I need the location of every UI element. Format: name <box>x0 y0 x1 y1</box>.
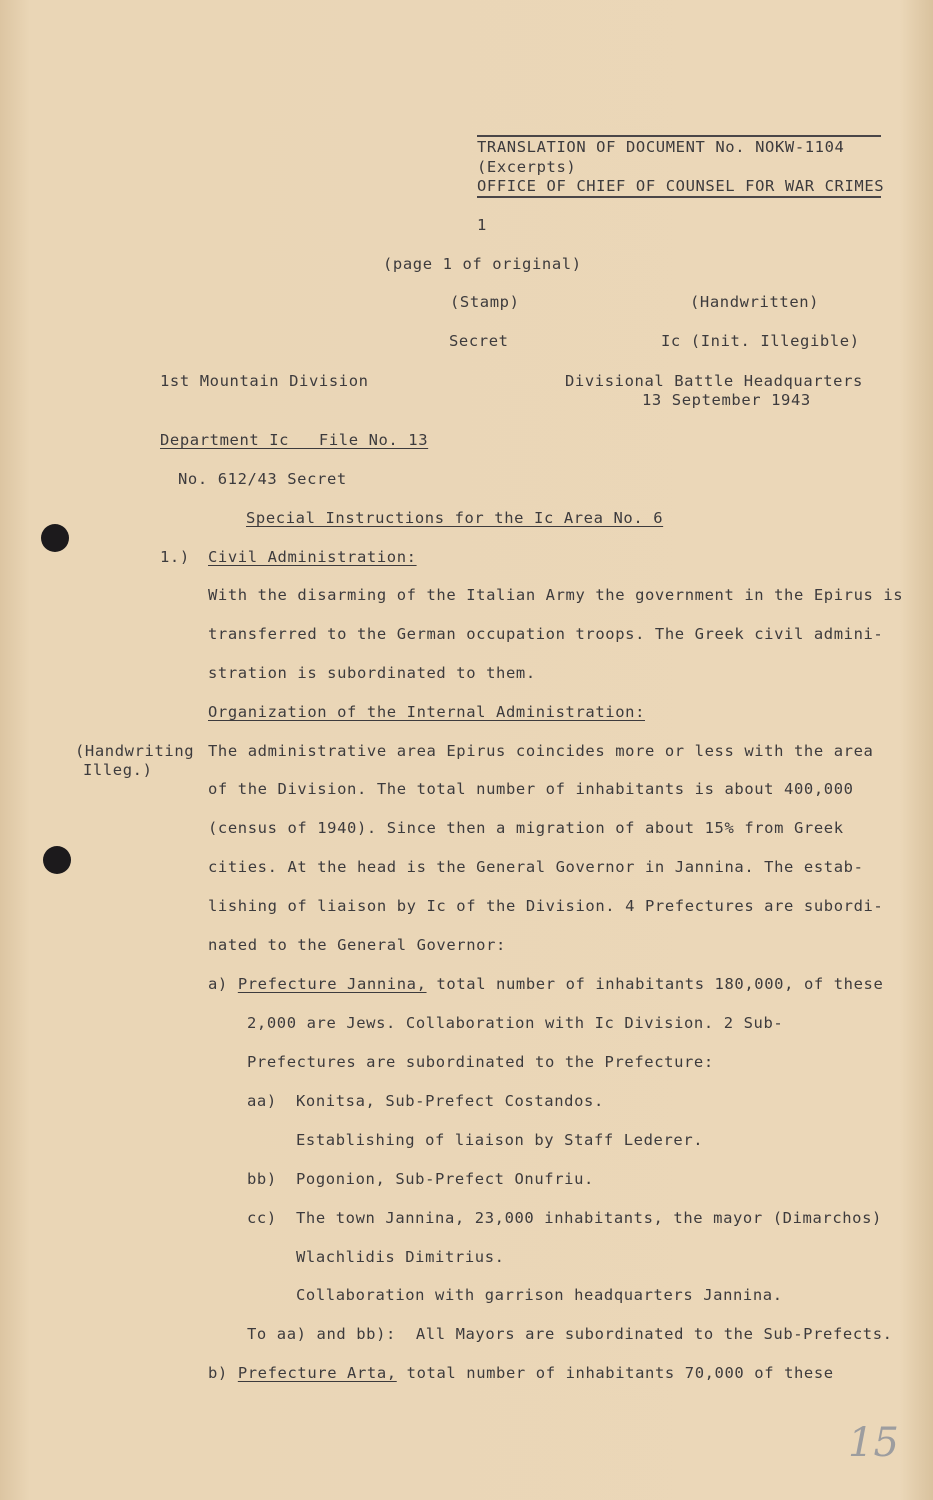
item-cc-label: cc) <box>247 1209 277 1227</box>
paragraph-1-line: transferred to the German occupation troops. The Greek civil admini- <box>208 625 884 643</box>
header-line-3: OFFICE OF CHIEF OF COUNSEL FOR WAR CRIMES <box>477 177 885 195</box>
section-number: 1.) <box>160 548 190 566</box>
item-aa-label: aa) <box>247 1092 277 1110</box>
stamp-text: Secret <box>449 332 509 350</box>
header-line-1: TRANSLATION OF DOCUMENT No. NOKW-1104 <box>477 138 845 156</box>
item-a-line: 2,000 are Jews. Collaboration with Ic Division. 2 Sub- <box>247 1014 784 1032</box>
paragraph-2-line: lishing of liaison by Ic of the Division. 4 Prefectures are subordi- <box>208 897 884 915</box>
item-bb-line: Pogonion, Sub-Prefect Onufriu. <box>296 1170 594 1188</box>
punch-hole-icon <box>41 524 69 552</box>
paragraph-1-line: With the disarming of the Italian Army the government in the Epirus is <box>208 586 904 604</box>
header-line-2: (Excerpts) <box>477 158 577 176</box>
punch-hole-icon <box>43 846 71 874</box>
instructions-title: Special Instructions for the Ic Area No. 6 <box>246 509 664 527</box>
item-cc-line: The town Jannina, 23,000 inhabitants, the mayor (Dimarchos) <box>296 1209 882 1227</box>
sub-heading: Organization of the Internal Administration: <box>208 703 645 721</box>
item-aa-line: Konitsa, Sub-Prefect Costandos. <box>296 1092 604 1110</box>
prefecture-jannina: Prefecture Jannina, <box>237 975 427 993</box>
section-heading: Civil Administration: <box>208 548 417 566</box>
item-b-line <box>208 1363 834 1383</box>
folio-mark: 15 <box>848 1420 899 1466</box>
page-number: 1 <box>477 216 487 234</box>
item-b-label: b) <box>208 1364 228 1382</box>
item-b-rest: total number of inhabitants 70,000 of these <box>396 1364 834 1382</box>
item-a-line <box>208 974 883 994</box>
stamp-label: (Stamp) <box>450 293 520 311</box>
document-date: 13 September 1943 <box>642 391 811 409</box>
item-a-line: Prefectures are subordinated to the Prefecture: <box>247 1053 714 1071</box>
paragraph-2-line: (census of 1940). Since then a migration of about 15% from Greek <box>208 819 844 837</box>
item-aa-line: Establishing of liaison by Staff Lederer. <box>296 1131 704 1149</box>
paragraph-1-line: stration is subordinated to them. <box>208 664 536 682</box>
prefecture-arta: Prefecture Arta, <box>237 1364 397 1382</box>
item-cc-line: Collaboration with garrison headquarters Jannina. <box>296 1286 783 1304</box>
paragraph-2-line: of the Division. The total number of inhabitants is about 400,000 <box>208 780 854 798</box>
handwritten-text: Ic (Init. Illegible) <box>661 332 860 350</box>
department-file: Department Ic File No. 13 <box>160 431 429 449</box>
hq-name: Divisional Battle Headquarters <box>565 372 863 390</box>
item-a-label: a) <box>208 975 228 993</box>
handwritten-label: (Handwritten) <box>690 293 820 311</box>
paragraph-2-line: The administrative area Epirus coincides more or less with the area <box>208 742 874 760</box>
paragraph-2-line: cities. At the head is the General Governor in Jannina. The estab- <box>208 858 864 876</box>
item-bb-label: bb) <box>247 1170 277 1188</box>
item-a-rest: total number of inhabitants 180,000, of these <box>426 975 884 993</box>
item-cc-line: Wlachlidis Dimitrius. <box>296 1248 505 1266</box>
margin-note: (Handwriting <box>75 742 195 760</box>
page-reference: (page 1 of original) <box>383 255 582 273</box>
note-aa-bb: To aa) and bb): All Mayors are subordinated to the Sub-Prefects. <box>247 1325 893 1343</box>
margin-note: Illeg.) <box>83 761 153 779</box>
unit-name: 1st Mountain Division <box>160 372 369 390</box>
reference-number: No. 612/43 Secret <box>178 470 347 488</box>
header-rule-bottom <box>477 196 881 198</box>
paragraph-2-line: nated to the General Governor: <box>208 936 506 954</box>
